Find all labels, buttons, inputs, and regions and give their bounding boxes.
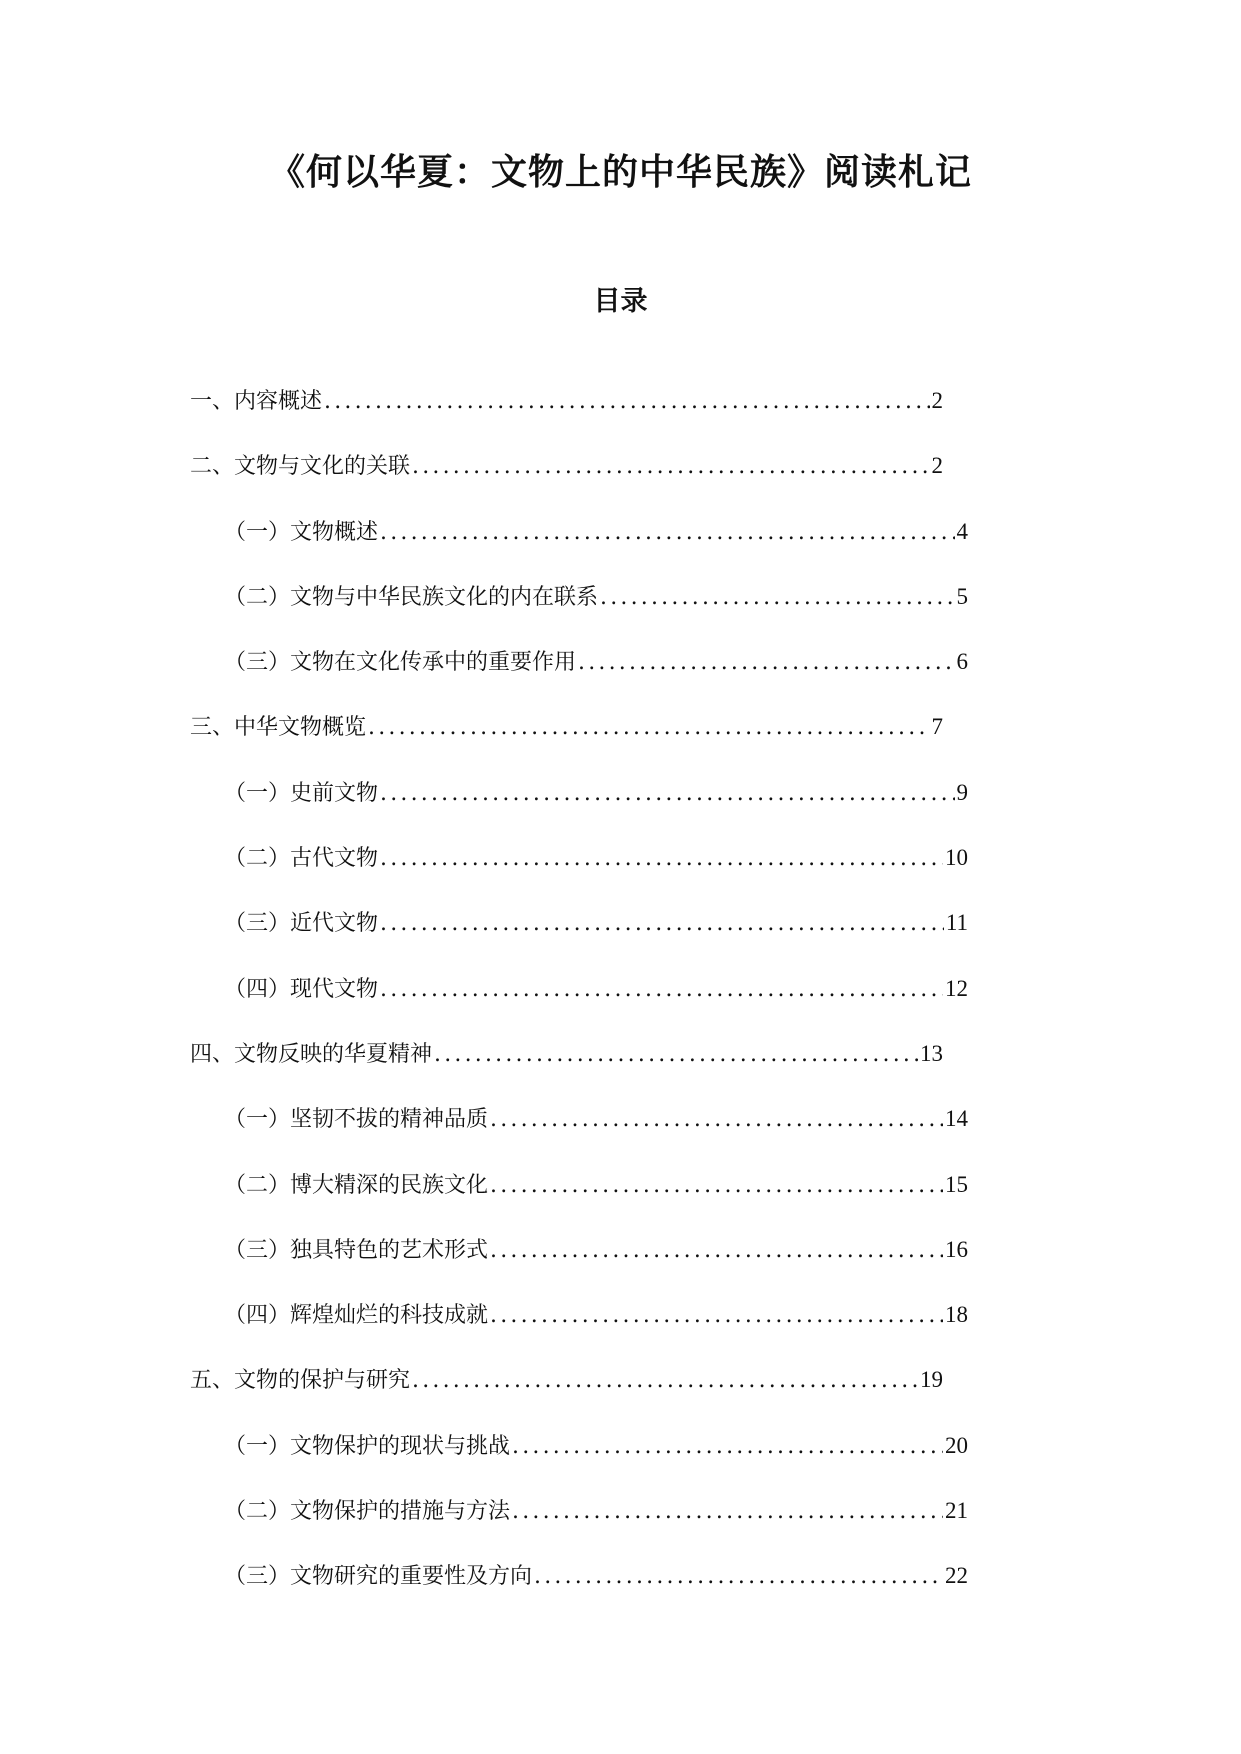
- dot-leader: [378, 779, 954, 809]
- toc-entry-page: 12: [945, 975, 968, 1001]
- toc-entry[interactable]: [224, 843, 968, 908]
- toc-entry-page: 16: [945, 1236, 968, 1262]
- toc-entry-label: （三）文物在文化传承中的重要作用: [224, 650, 577, 676]
- dot-leader: [488, 1105, 943, 1135]
- toc-entry-label: （二）古代文物: [224, 846, 379, 872]
- toc-entry-label: （二）文物保护的措施与方法: [224, 1499, 511, 1525]
- dot-leader: [488, 1301, 943, 1331]
- dot-leader: [488, 1236, 943, 1266]
- toc-entry-label: （一）史前文物: [224, 780, 379, 806]
- toc-entry[interactable]: [190, 1365, 943, 1430]
- dot-leader: [378, 518, 954, 548]
- toc-entry[interactable]: [224, 1300, 968, 1365]
- dot-leader: [378, 909, 944, 939]
- toc-entry[interactable]: [224, 1170, 968, 1235]
- dot-leader: [532, 1562, 943, 1592]
- toc-entry-page: 21: [945, 1498, 968, 1524]
- toc-entry-page: 20: [945, 1432, 968, 1458]
- toc-entry[interactable]: [190, 386, 943, 451]
- dot-leader: [488, 1171, 943, 1201]
- dot-leader: [366, 713, 929, 743]
- toc-entry-label: （三）文物研究的重要性及方向: [224, 1564, 533, 1590]
- toc-entry-page: 2: [931, 453, 943, 479]
- toc-entry[interactable]: [224, 974, 968, 1039]
- toc-entry-page: 6: [956, 649, 968, 675]
- toc-entry-page: 11: [945, 910, 968, 936]
- toc-entry-label: （四）辉煌灿烂的科技成就: [224, 1303, 489, 1329]
- toc-entry[interactable]: [224, 1496, 968, 1561]
- toc-entry[interactable]: [190, 712, 943, 777]
- toc-entry-label: （二）文物与中华民族文化的内在联系: [224, 584, 599, 610]
- toc-entry-page: 7: [931, 714, 943, 740]
- toc-entry-label: 五、文物的保护与研究: [190, 1368, 411, 1394]
- toc-entry-label: （四）现代文物: [224, 976, 379, 1002]
- toc-entry[interactable]: [224, 1104, 968, 1169]
- toc-entry-page: 4: [956, 518, 968, 544]
- toc-entry-page: 13: [920, 1040, 943, 1066]
- toc-entry-page: 5: [956, 583, 968, 609]
- toc-entry-page: 22: [945, 1563, 968, 1589]
- toc-entry-label: （二）博大精深的民族文化: [224, 1172, 489, 1198]
- toc-entry[interactable]: [190, 451, 943, 516]
- toc-entry-label: （一）文物保护的现状与挑战: [224, 1433, 511, 1459]
- toc-entry-label: 二、文物与文化的关联: [190, 454, 411, 480]
- dot-leader: [410, 1366, 918, 1396]
- toc-entry-page: 19: [920, 1367, 943, 1393]
- toc-entry-label: （三）近代文物: [224, 911, 379, 937]
- toc-entry[interactable]: [224, 647, 968, 712]
- toc-entry-label: （一）文物概述: [224, 519, 379, 545]
- toc-entry[interactable]: [224, 517, 968, 582]
- toc-heading: 目录: [593, 286, 648, 317]
- toc-entry[interactable]: [224, 582, 968, 647]
- toc-entry-page: 14: [945, 1106, 968, 1132]
- toc-entry[interactable]: [190, 1039, 943, 1104]
- toc-entry-label: 四、文物反映的华夏精神: [190, 1041, 433, 1067]
- toc-entry[interactable]: [224, 1431, 968, 1496]
- dot-leader: [322, 387, 929, 417]
- toc-entry[interactable]: [224, 778, 968, 843]
- dot-leader: [378, 975, 943, 1005]
- table-of-contents: [190, 386, 968, 1627]
- toc-entry[interactable]: [224, 1561, 968, 1626]
- toc-entry[interactable]: [224, 908, 968, 973]
- toc-entry-page: 10: [945, 845, 968, 871]
- toc-entry-page: 18: [945, 1302, 968, 1328]
- dot-leader: [576, 648, 954, 678]
- toc-entry-page: 2: [931, 388, 943, 413]
- toc-entry-page: 15: [945, 1171, 968, 1197]
- toc-entry-page: 9: [956, 779, 968, 805]
- toc-entry[interactable]: [224, 1235, 968, 1300]
- dot-leader: [378, 844, 943, 874]
- toc-entry-label: （三）独具特色的艺术形式: [224, 1237, 489, 1263]
- toc-entry-label: 一、内容概述: [190, 389, 323, 414]
- document-title: 《何以华夏：文物上的中华民族》阅读札记: [268, 152, 972, 193]
- dot-leader: [598, 583, 954, 613]
- dot-leader: [510, 1432, 943, 1462]
- dot-leader: [510, 1497, 943, 1527]
- toc-entry-label: 三、中华文物概览: [190, 715, 367, 741]
- toc-entry-label: （一）坚韧不拔的精神品质: [224, 1107, 489, 1133]
- dot-leader: [410, 452, 929, 482]
- dot-leader: [432, 1040, 918, 1070]
